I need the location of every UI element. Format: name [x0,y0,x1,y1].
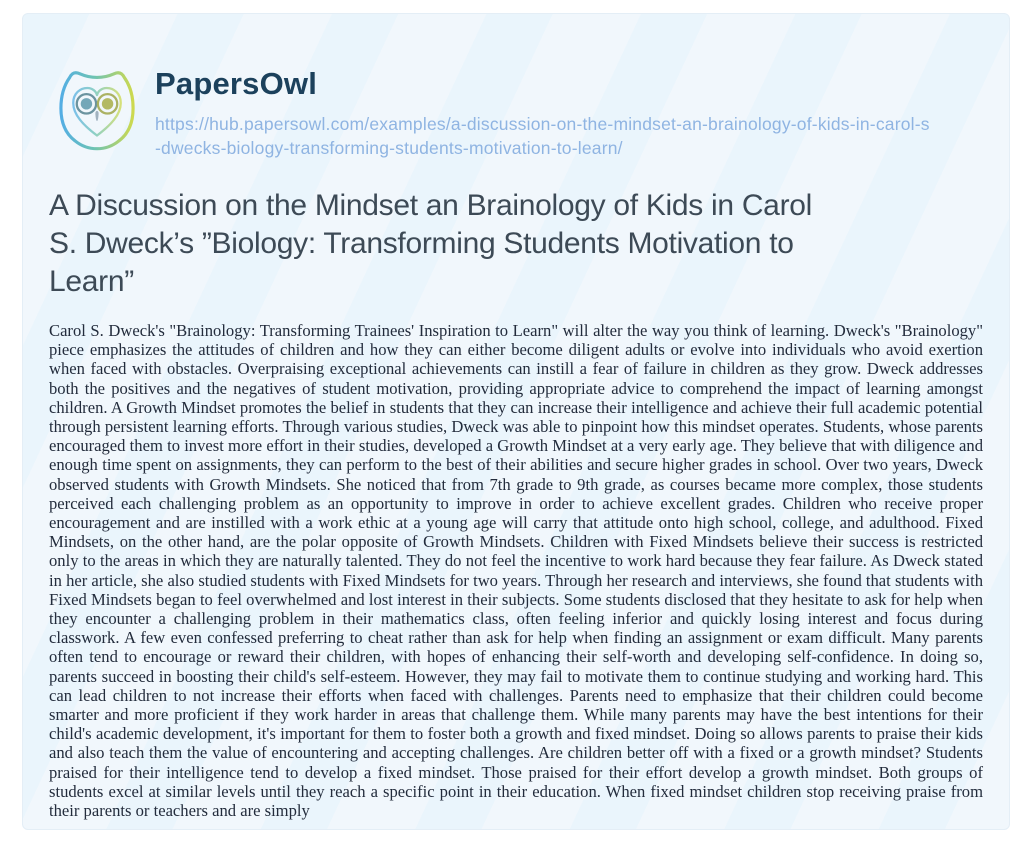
owl-logo-icon [53,64,141,156]
brand-name: PapersOwl [155,66,318,101]
page-title: A Discussion on the Mindset an Brainology of Kids in Carol S. Dweck’s ”Biology: Transforming Students Motivation to Learn” [49,189,813,298]
brand-block [155,64,930,160]
document-card [22,13,1010,830]
header [23,14,1009,160]
article-body: Carol S. Dweck's "Brainology: Transforming Trainees' Inspiration to Learn" will alter the way you think of learning. Dweck's "Brainology" piece emphasizes the attitudes of children and how they can either become diligent adults or evolve into individuals who avoid exertion when faced with obstacles. Overpraising exceptional achievements can instill a fear of failure in children as they grow. Dweck addresses both the positives and the negatives of student motivation, providing appropriate advice to comprehend the impact of learning amongst children. A Growth Mindset promotes the belief in students that they can increase their intelligence and achieve their full academic potential through persistent learning efforts. Through various studies, Dweck was able to pinpoint how this mindset operates. Students, whose parents encouraged them to invest more effort in their studies, developed a Growth Mindset at a very early age. They believe that with diligence and enough time spent on assignments, they can perform to the best of their abilities and secure higher grades in school. Over two years, Dweck observed students with Growth Mindsets. She noticed that from 7th grade to 9th grade, as courses became more complex, those students perceived each challenging problem as an opportunity to improve in order to achieve excellent grades. Children who receive proper encouragement and are instilled with a work ethic at a young age will carry that attitude onto high school, college, and adulthood. Fixed Mindsets, on the other hand, are the polar opposite of Growth Mindsets. Children with Fixed Mindsets believe their success is restricted only to the areas in which they are naturally talented. They do not feel the incentive to work hard because they fear failure. As Dweck stated in her article, she also studied students with Fixed Mindsets for two years. Through her research and interviews, she found that students with Fixed Mindsets began to feel overwhelmed and lost interest in their subjects. Some students disclosed that they hesitate to ask for help when they encounter a challenging problem in their mathematics class, often feeling inferior and quickly losing interest and focus during classwork. A few even confessed preferring to cheat rather than ask for help when finding an assignment or exam difficult. Many parents often tend to encourage or reward their children, with hopes of enhancing their self-worth and developing self-confidence. In doing so, parents succeed in boosting their child's self-esteem. However, they may fail to motivate them to continue studying and working hard. This can lead children to not increase their efforts when faced with challenges. Parents need to emphasize that their children could become smarter and more proficient if they work harder in areas that challenge them. While many parents may have the best intentions for their child's academic development, it's important for them to foster both a growth and fixed mindset. Doing so allows parents to praise their kids and also teach them the value of encountering and accepting challenges. Are children better off with a fixed or a growth mindset? Students praised for their intelligence tend to develop a fixed mindset. Those praised for their effort develop a growth mindset. Both groups of students excel at similar levels until they reach a specific point in their education. When fixed mindset children stop receiving praise from their parents or teachers and are simply [49,321,983,821]
source-url-link[interactable]: https://hub.papersowl.com/examples/a-discussion-on-the-mindset-an-brainology-of-kids-in-carol-s-dwecks-biology-transforming-students-motivation-to-learn/ [155,114,930,158]
